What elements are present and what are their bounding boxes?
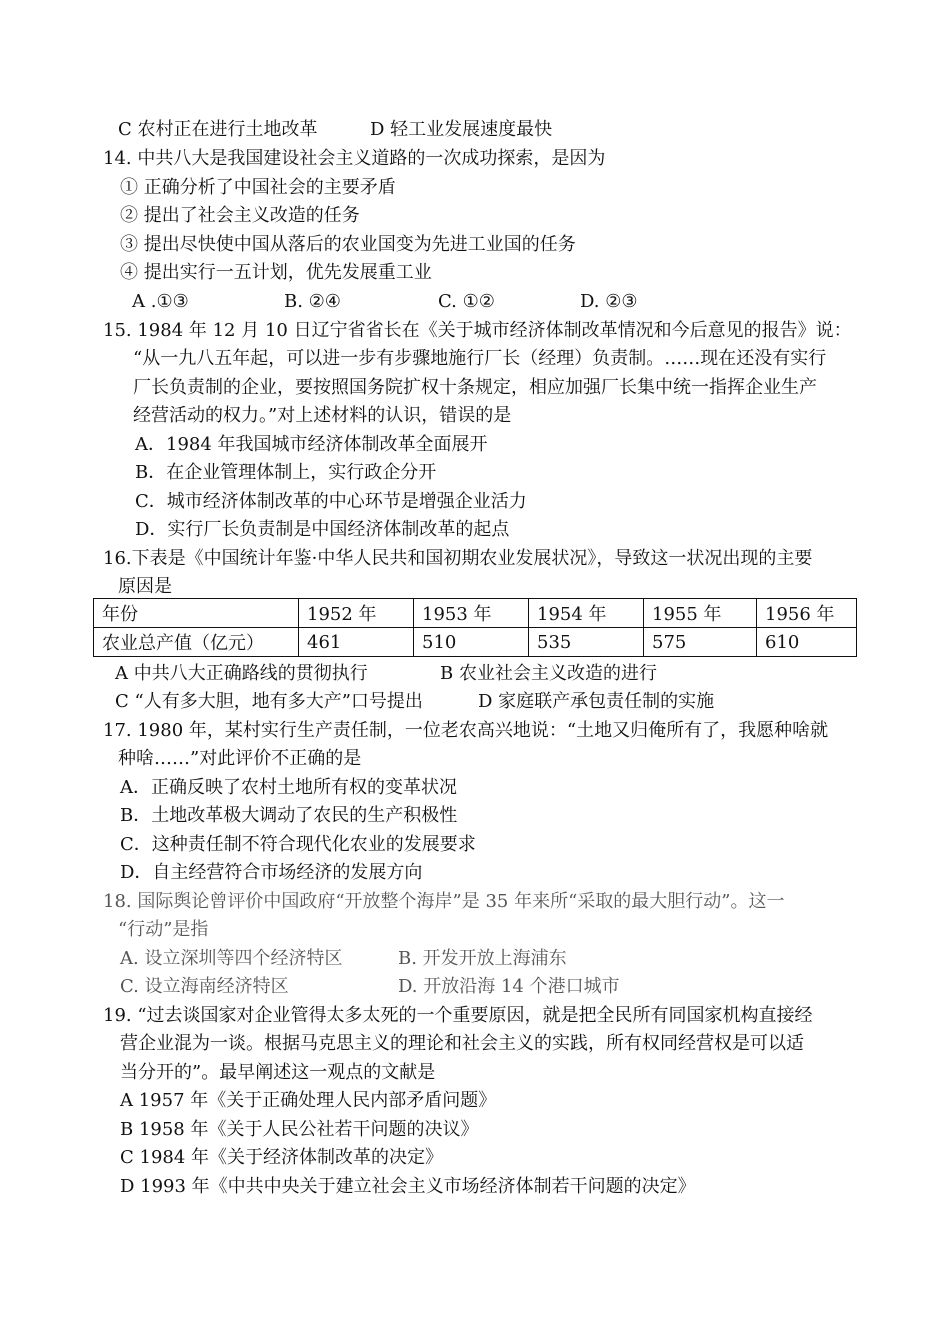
q15-stem-line-4: 经营活动的权力。”对上述材料的认识，错误的是 (133, 405, 512, 426)
q19-stem-line-1: 19. “过去谈国家对企业管得太多太死的一个重要原因，就是把全民所有同国家机构直接经 (103, 1005, 813, 1026)
table-cell: 535 (529, 628, 644, 657)
q14-option-b: B. ②④ (284, 291, 341, 312)
q19-option-c: C 1984 年《关于经济体制改革的决定》 (120, 1147, 444, 1168)
q13-option-c: C 农村正在进行土地改革 (118, 119, 318, 140)
q18-option-a: A. 设立深圳等四个经济特区 (120, 948, 343, 969)
q15-option-b: B．在企业管理体制上，实行政企分开 (135, 462, 437, 483)
q14-stem: 14. 中共八大是我国建设社会主义道路的一次成功探索，是因为 (103, 148, 606, 169)
q19-option-b: B 1958 年《关于人民公社若干问题的决议》 (120, 1119, 479, 1140)
table-cell: 农业总产值（亿元） (94, 628, 299, 657)
q13-option-d: D 轻工业发展速度最快 (370, 119, 553, 140)
q16-stem-line-1: 16.下表是《中国统计年鉴·中华人民共和国初期农业发展状况》，导致这一状况出现的主要 (103, 548, 813, 569)
q16-option-d: D 家庭联产承包责任制的实施 (478, 691, 715, 712)
table-header-cell: 1953 年 (414, 599, 529, 628)
q17-option-b: B．土地改革极大调动了农民的生产积极性 (120, 805, 458, 826)
table-cell: 461 (299, 628, 414, 657)
table-header-row (94, 599, 857, 628)
q16-option-c: C “人有多大胆，地有多大产”口号提出 (115, 691, 423, 712)
q14-item-1: ① 正确分析了中国社会的主要矛盾 (120, 177, 396, 198)
q17-stem-line-1: 17. 1980 年，某村实行生产责任制，一位老农高兴地说：“土地又归俺所有了，我愿种啥就 (103, 720, 829, 741)
q14-item-4: ④ 提出实行一五计划，优先发展重工业 (120, 262, 432, 283)
q17-option-c: C．这种责任制不符合现代化农业的发展要求 (120, 834, 476, 855)
q15-option-a: A．1984 年我国城市经济体制改革全面展开 (135, 434, 488, 455)
table-header-cell: 年份 (94, 599, 299, 628)
q19-stem-line-3: 当分开的”。最早阐述这一观点的文献是 (120, 1062, 436, 1083)
table-row (94, 628, 857, 657)
q19-option-a: A 1957 年《关于正确处理人民内部矛盾问题》 (120, 1090, 497, 1111)
agri-output-table (93, 598, 857, 657)
q15-option-c: C．城市经济体制改革的中心环节是增强企业活力 (135, 491, 527, 512)
q16-stem-line-2: 原因是 (118, 576, 172, 597)
q16-option-b: B 农业社会主义改造的进行 (440, 663, 657, 684)
q15-option-d: D．实行厂长负责制是中国经济体制改革的起点 (135, 519, 510, 540)
q17-stem-line-2: 种啥……”对此评价不正确的是 (118, 748, 362, 769)
q14-option-c: C. ①② (438, 291, 495, 312)
q15-stem-line-3: 厂长负责制的企业，要按照国务院扩权十条规定，相应加强厂长集中统一指挥企业生产 (133, 377, 817, 398)
q19-option-d: D 1993 年《中共中央关于建立社会主义市场经济体制若干问题的决定》 (120, 1176, 696, 1197)
table-header-cell: 1954 年 (529, 599, 644, 628)
table-header-cell: 1952 年 (299, 599, 414, 628)
q14-item-3: ③ 提出尽快使中国从落后的农业国变为先进工业国的任务 (120, 234, 576, 255)
q14-option-d: D. ②③ (580, 291, 638, 312)
q18-option-b: B. 开发开放上海浦东 (398, 948, 567, 969)
q16-option-a: A 中共八大正确路线的贯彻执行 (115, 663, 368, 684)
q14-item-2: ② 提出了社会主义改造的任务 (120, 205, 360, 226)
q18-option-d: D. 开放沿海 14 个港口城市 (398, 976, 620, 997)
q17-option-d: D．自主经营符合市场经济的发展方向 (120, 862, 423, 883)
table-header-cell: 1956 年 (757, 599, 857, 628)
table-header-cell: 1955 年 (644, 599, 757, 628)
q17-option-a: A．正确反映了农村土地所有权的变革状况 (120, 777, 457, 798)
q15-stem-line-1: 15. 1984 年 12 月 10 日辽宁省省长在《关于城市经济体制改革情况和今后意见的报告》说： (103, 320, 852, 341)
table-cell: 575 (644, 628, 757, 657)
q15-stem-line-2: “从一九八五年起，可以进一步有步骤地施行厂长（经理）负责制。……现在还没有实行 (133, 348, 827, 369)
table-cell: 510 (414, 628, 529, 657)
q18-stem-line-2: “行动”是指 (118, 919, 209, 940)
q19-stem-line-2: 营企业混为一谈。根据马克思主义的理论和社会主义的实践，所有权同经营权是可以适 (120, 1033, 804, 1054)
q14-option-a: A .①③ (132, 291, 189, 312)
q18-stem-line-1: 18. 国际舆论曾评价中国政府“开放整个海岸”是 35 年来所“采取的最大胆行动”。这一 (103, 891, 785, 912)
q18-option-c: C. 设立海南经济特区 (120, 976, 289, 997)
table-cell: 610 (757, 628, 857, 657)
